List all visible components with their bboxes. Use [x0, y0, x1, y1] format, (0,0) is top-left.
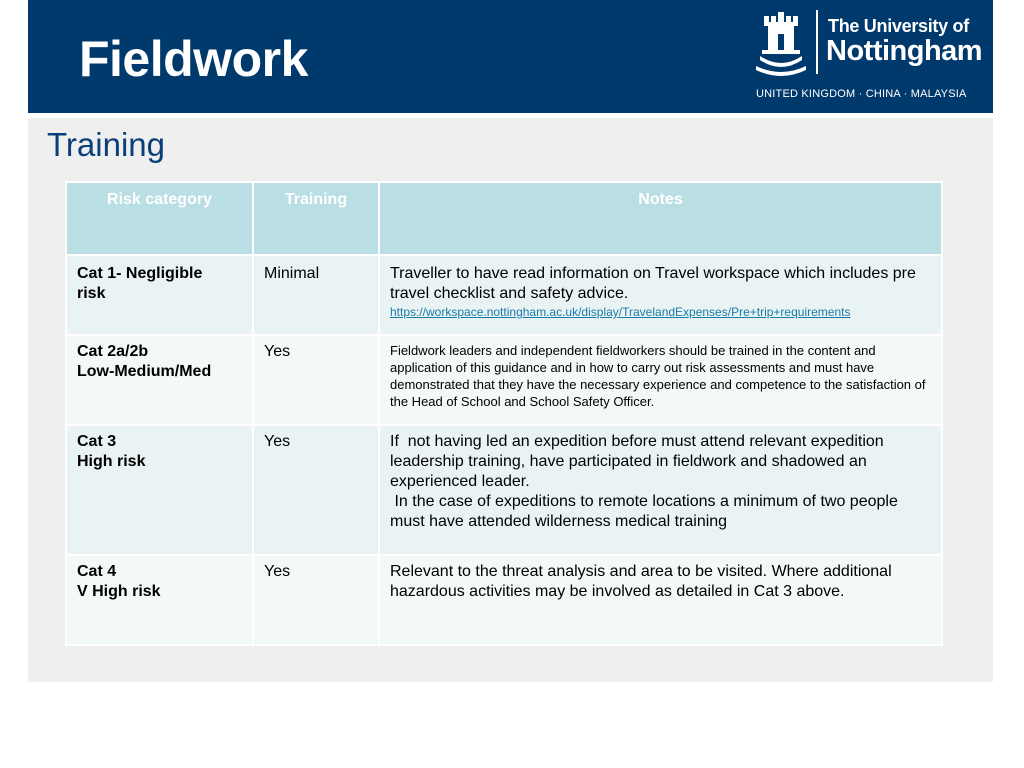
- logo-divider: [816, 10, 818, 74]
- column-header: Risk category: [66, 182, 253, 255]
- training-cell: Yes: [253, 555, 379, 645]
- table-row: [66, 555, 942, 645]
- slide-subtitle: Training: [47, 126, 165, 163]
- notes-cell: [379, 425, 942, 555]
- castle-crest-icon: [756, 10, 806, 76]
- notes-cell: [379, 555, 942, 645]
- travel-workspace-link[interactable]: https://workspace.nottingham.ac.uk/display/TravelandExpenses/Pre+trip+requirements: [390, 305, 851, 319]
- category-line: High risk: [77, 453, 146, 470]
- notes-text: Traveller to have read information on Travel workspace which includes pre travel checklist and safety advice.: [390, 265, 916, 302]
- risk-category-cell: [66, 555, 253, 645]
- table-header-row: [66, 182, 942, 255]
- logo-text-line2: Nottingham: [826, 35, 983, 67]
- category-line: Cat 1- Negligible: [77, 265, 203, 282]
- column-header: Notes: [379, 182, 942, 255]
- category-line: risk: [77, 285, 106, 302]
- risk-category-cell: [66, 255, 253, 335]
- table-row: [66, 255, 942, 335]
- logo-text-line1: The University of: [828, 16, 969, 36]
- notes-cell: [379, 255, 942, 335]
- table-row: [66, 335, 942, 425]
- column-header: Training: [253, 182, 379, 255]
- risk-category-cell: [66, 425, 253, 555]
- training-cell: Minimal: [253, 255, 379, 335]
- logo-campuses: UNITED KINGDOM · CHINA · MALAYSIA: [756, 88, 967, 100]
- training-cell: Yes: [253, 335, 379, 425]
- notes-text: In the case of expeditions to remote locations a minimum of two people must have attended wilderness medical training: [390, 493, 903, 530]
- category-line: Cat 2a/2b: [77, 343, 149, 360]
- header-band: [28, 0, 993, 113]
- header-rule: [28, 113, 993, 118]
- notes-text: If not having led an expedition before must attend relevant expedition leadership training, have participated in fieldwork and shadowed an experienced leader.: [390, 433, 889, 490]
- training-table: [65, 181, 943, 646]
- category-line: Low-Medium/Med: [77, 363, 212, 380]
- notes-cell: [379, 335, 942, 425]
- category-line: Cat 4: [77, 563, 117, 580]
- slide-title: Fieldwork: [79, 31, 308, 87]
- training-cell: Yes: [253, 425, 379, 555]
- university-logo: [754, 8, 982, 104]
- notes-text: Fieldwork leaders and independent fieldworkers should be trained in the content and application of this guidance and in how to carry out risk assessments and must have demonstrated that they have the necessary experience and competence to the satisfaction of the Head of School and School Safety Officer.: [390, 343, 926, 409]
- table-row: [66, 425, 942, 555]
- risk-category-cell: [66, 335, 253, 425]
- category-line: V High risk: [77, 583, 161, 600]
- category-line: Cat 3: [77, 433, 117, 450]
- notes-text: Relevant to the threat analysis and area to be visited. Where additional hazardous activities may be involved as detailed in Cat 3 above.: [390, 563, 892, 600]
